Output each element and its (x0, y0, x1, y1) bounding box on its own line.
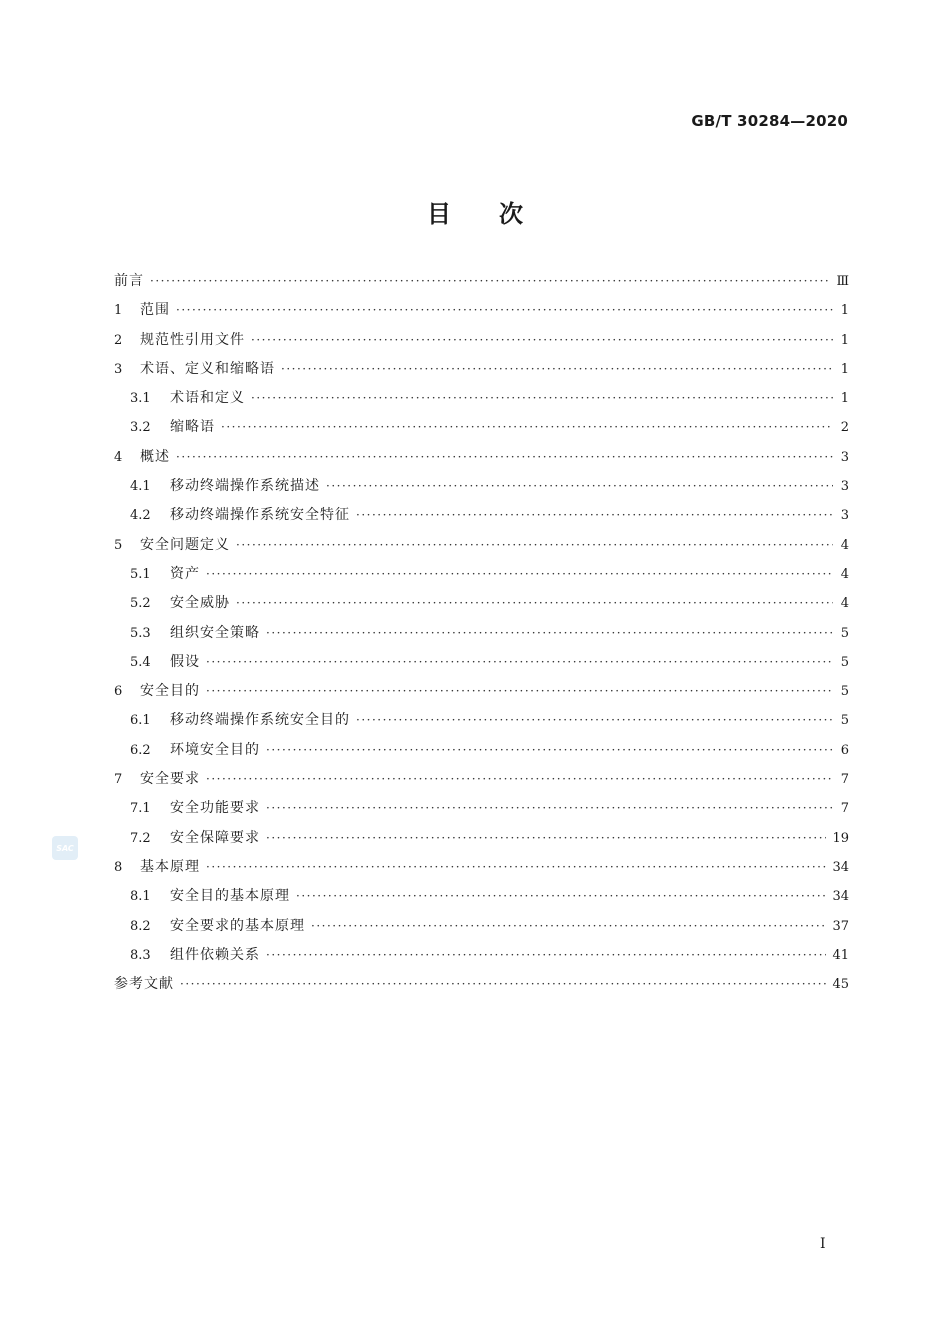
toc-entry-number: 3 (114, 361, 123, 377)
toc-entry[interactable] (114, 739, 849, 768)
toc-entry-page: 5 (840, 713, 849, 729)
toc-entry[interactable] (114, 270, 849, 299)
toc-entry[interactable] (114, 680, 849, 709)
toc-entry-page: 5 (840, 654, 849, 670)
dot-leader (251, 333, 833, 347)
dot-leader (281, 362, 833, 376)
dot-leader (206, 567, 833, 581)
toc-entry-page: 5 (840, 625, 849, 641)
toc-entry[interactable] (114, 622, 849, 651)
dot-leader (311, 919, 826, 933)
toc-entry[interactable] (114, 709, 849, 738)
toc-entry-page: 45 (832, 977, 849, 993)
toc-entry-page: 1 (840, 391, 849, 407)
toc-entry-page: 2 (840, 420, 849, 436)
toc-entry-title: 前言 (114, 273, 144, 289)
toc-entry-number: 8 (114, 859, 123, 875)
toc-entry-page: 37 (832, 918, 849, 934)
toc-entry-title: 安全目的 (140, 683, 200, 700)
dot-leader (180, 977, 826, 991)
toc-entry[interactable] (114, 387, 849, 416)
dot-leader (176, 303, 833, 317)
toc-entry-number: 5.2 (130, 596, 151, 612)
toc-entry-page: 34 (832, 859, 849, 875)
toc-entry-page: 1 (840, 303, 849, 319)
dot-leader (206, 684, 833, 698)
dot-leader (266, 626, 833, 640)
toc-entry-title: 概述 (140, 448, 170, 465)
toc-entry-page: 7 (840, 772, 849, 788)
dot-leader (266, 948, 826, 962)
toc-entry-title: 资产 (170, 565, 200, 582)
toc-entry-page: 4 (840, 566, 849, 582)
toc-entry[interactable] (114, 944, 849, 973)
toc-entry-number: 7.2 (130, 830, 151, 846)
toc-entry[interactable] (114, 329, 849, 358)
toc-entry-number: 6.2 (130, 742, 151, 758)
toc-entry[interactable] (114, 915, 849, 944)
dot-leader (206, 860, 826, 874)
dot-leader (236, 596, 833, 610)
toc-entry[interactable] (114, 299, 849, 328)
toc-entry-title: 规范性引用文件 (140, 331, 245, 348)
toc-entry-number: 7 (114, 772, 123, 788)
dot-leader (221, 420, 833, 434)
toc-entry-number: 5 (114, 537, 123, 553)
toc-entry-title: 移动终端操作系统安全目的 (170, 712, 350, 729)
toc-entry-title: 术语和定义 (170, 390, 245, 407)
toc-entry-title: 术语、定义和缩略语 (140, 360, 275, 377)
toc-entry[interactable] (114, 358, 849, 387)
toc-entry[interactable] (114, 592, 849, 621)
toc-entry-number: 7.1 (130, 801, 151, 817)
toc-entry-title: 安全问题定义 (140, 536, 230, 553)
dot-leader (206, 655, 833, 669)
dot-leader (326, 479, 833, 493)
dot-leader (266, 801, 833, 815)
toc-entry-number: 5.1 (130, 566, 151, 582)
table-of-contents (114, 270, 849, 1002)
toc-entry-number: 4 (114, 449, 123, 465)
toc-entry-number: 5.4 (130, 654, 151, 670)
toc-entry-page: 6 (840, 742, 849, 758)
toc-entry[interactable] (114, 534, 849, 563)
toc-entry-number: 8.1 (130, 889, 151, 905)
toc-entry-number: 1 (114, 303, 123, 319)
toc-entry-number: 4.2 (130, 508, 151, 524)
toc-entry-page: 34 (832, 889, 849, 905)
toc-entry-title: 组织安全策略 (170, 624, 260, 641)
dot-leader (266, 831, 826, 845)
toc-entry-title: 假设 (170, 653, 200, 670)
toc-entry-title: 移动终端操作系统描述 (170, 478, 320, 495)
toc-entry-title: 安全保障要求 (170, 829, 260, 846)
toc-entry-page: 3 (840, 508, 849, 524)
toc-entry-title: 安全威胁 (170, 595, 230, 612)
toc-entry-number: 6.1 (130, 713, 151, 729)
toc-entry-page: 4 (840, 596, 849, 612)
toc-entry[interactable] (114, 797, 849, 826)
toc-entry-title: 参考文献 (114, 976, 174, 993)
toc-entry-title: 移动终端操作系统安全特征 (170, 507, 350, 524)
toc-entry-page: 1 (840, 332, 849, 348)
toc-entry-page: 1 (840, 361, 849, 377)
sac-watermark-logo: SAC (52, 836, 78, 860)
dot-leader (206, 772, 833, 786)
toc-entry-number: 8.3 (130, 947, 151, 963)
toc-entry-title: 安全功能要求 (170, 800, 260, 817)
toc-entry[interactable] (114, 768, 849, 797)
toc-entry-page: 41 (832, 947, 849, 963)
toc-entry-title: 组件依赖关系 (170, 946, 260, 963)
toc-entry[interactable] (114, 973, 849, 1002)
toc-entry[interactable] (114, 504, 849, 533)
toc-entry-page: 4 (840, 537, 849, 553)
dot-leader (176, 450, 833, 464)
toc-entry-number: 8.2 (130, 918, 151, 934)
dot-leader (296, 889, 826, 903)
toc-entry-page: 19 (832, 830, 849, 846)
dot-leader (356, 508, 833, 522)
toc-entry[interactable] (114, 475, 849, 504)
dot-leader (236, 538, 833, 552)
toc-entry-title: 安全要求 (140, 771, 200, 788)
toc-entry-page: 3 (840, 479, 849, 495)
toc-entry-title: 环境安全目的 (170, 741, 260, 758)
toc-entry-number: 3.2 (130, 420, 151, 436)
toc-entry[interactable] (114, 563, 849, 592)
toc-entry[interactable] (114, 651, 849, 680)
toc-entry-number: 4.1 (130, 479, 151, 495)
page-title: 目次 (427, 200, 571, 228)
toc-entry-title: 安全目的基本原理 (170, 888, 290, 905)
toc-entry[interactable] (114, 416, 849, 445)
toc-entry-title: 缩略语 (170, 419, 215, 436)
toc-entry-title: 范围 (140, 302, 170, 319)
toc-entry-number: 3.1 (130, 391, 151, 407)
toc-entry-title: 安全要求的基本原理 (170, 917, 305, 934)
dot-leader (251, 391, 833, 405)
toc-entry[interactable] (114, 827, 849, 856)
toc-entry[interactable] (114, 856, 849, 885)
toc-entry-page: 7 (840, 801, 849, 817)
toc-entry-page: 3 (840, 449, 849, 465)
toc-entry-number: 2 (114, 332, 123, 348)
dot-leader (150, 274, 830, 288)
standard-code: GB/T 30284—2020 (691, 112, 848, 130)
toc-entry-page: Ⅲ (836, 274, 849, 289)
dot-leader (266, 743, 833, 757)
toc-entry[interactable] (114, 885, 849, 914)
toc-entry-number: 5.3 (130, 625, 151, 641)
toc-entry-page: 5 (840, 684, 849, 700)
toc-entry-title: 基本原理 (140, 858, 200, 875)
toc-entry-number: 6 (114, 684, 123, 700)
page-number: Ⅰ (820, 1236, 826, 1252)
dot-leader (356, 713, 833, 727)
toc-entry[interactable] (114, 446, 849, 475)
